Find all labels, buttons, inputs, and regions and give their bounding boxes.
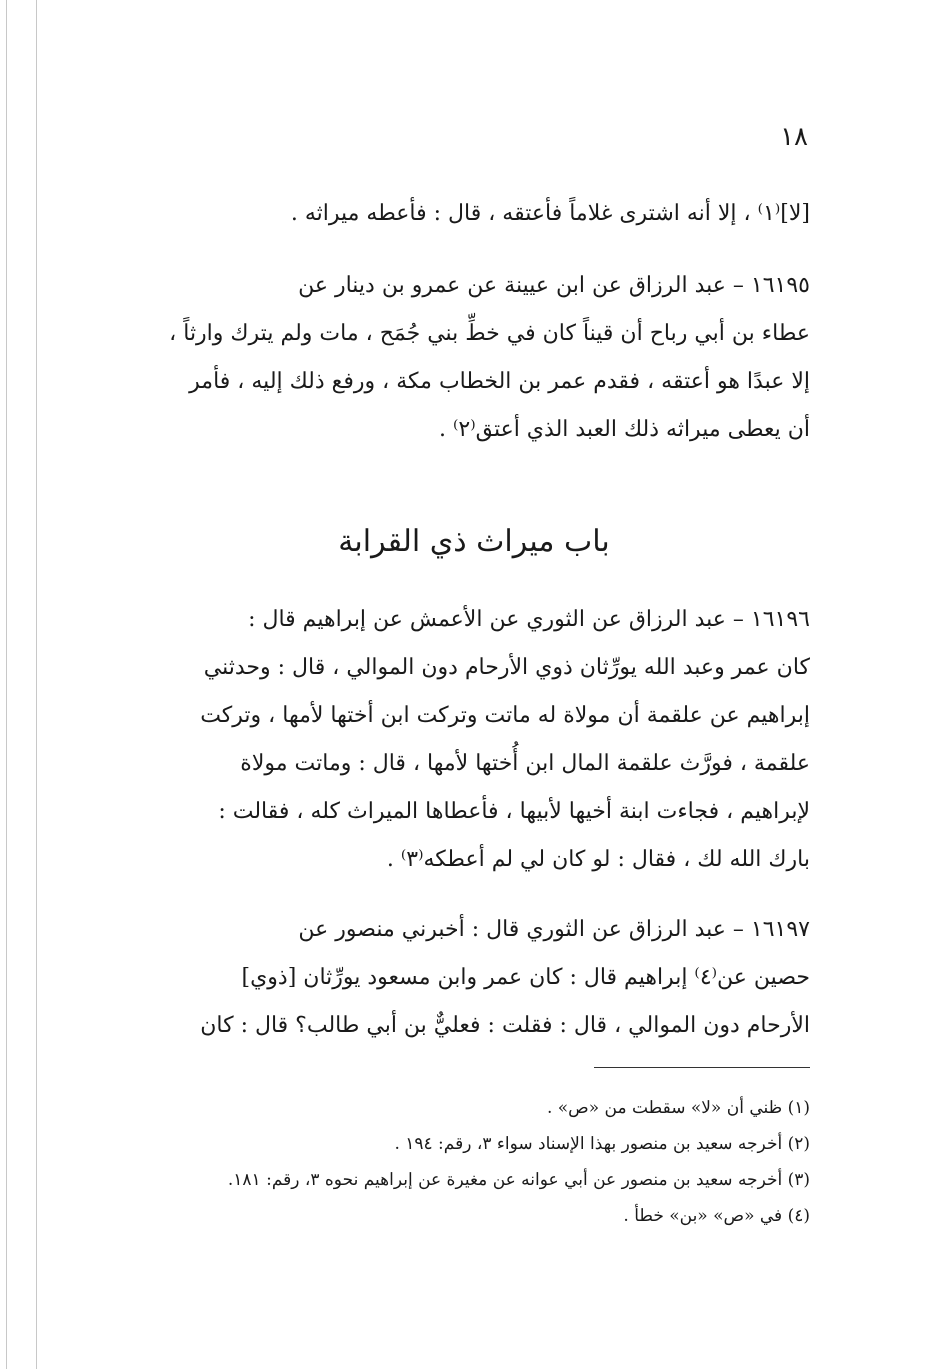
chapter-title: باب ميراث ذي القرابة — [338, 524, 610, 559]
footnote-1: (١) ظني أن «لا» سقطت من «ص» . — [546, 1098, 810, 1118]
text-line: كان عمر وعبد الله يورِّثان ذوي الأرحام دون الموالي ، قال : وحدثني — [203, 655, 810, 680]
page-number: ١٨ — [780, 122, 808, 152]
footnote-3: (٣) أخرجه سعيد بن منصور عن أبي عوانه عن مغيرة عن إبراهيم نحوه ٣، رقم: ١٨١. — [227, 1170, 810, 1190]
text-line: الأرحام دون الموالي ، قال : فقلت : فعليٌّ بن أبي طالب؟ قال : كان — [200, 1013, 810, 1038]
binding-line — [6, 0, 7, 1369]
text-line: ١٦١٩٧ – عبد الرزاق عن الثوري قال : أخبرني منصور عن — [298, 917, 810, 942]
text-line: ١٦١٩٦ – عبد الرزاق عن الثوري عن الأعمش عن إبراهيم قال : — [248, 607, 810, 632]
hadith-16196 — [138, 596, 810, 884]
text-line: حصين عن⁽٤⁾ إبراهيم قال : كان عمر وابن مسعود يورِّثان [ذوي] — [241, 965, 810, 990]
text-line: ١٦١٩٥ – عبد الرزاق عن ابن عيينة عن عمرو بن دينار عن — [298, 273, 810, 298]
continuation-paragraph — [138, 190, 810, 238]
footnote-2: (٢) أخرجه سعيد بن منصور بهذا الإسناد سواء ٣، رقم: ١٩٤ . — [394, 1134, 810, 1154]
hadith-16195 — [138, 262, 810, 454]
binding-line — [36, 0, 37, 1369]
footnotes — [138, 1090, 810, 1234]
text-line: عطاء بن أبي رباح أن قيناً كان في خطِّ بني جُمَح ، مات ولم يترك وارثاً ، — [169, 321, 810, 346]
text-line: بارك الله لك ، فقال : لو كان لي لم أعطكه⁽٣⁾ . — [386, 847, 810, 872]
text-line: إلا عبدًا هو أعتقه ، فقدم عمر بن الخطاب مكة ، ورفع ذلك إليه ، فأمر — [189, 369, 810, 394]
text-line: علقمة ، فورَّث علقمة المال ابن أُختها لأمها ، قال : وماتت مولاة — [240, 751, 810, 776]
text-line: إبراهيم عن علقمة أن مولاة له ماتت وتركت ابن أختها لأمها ، وتركت — [200, 703, 810, 728]
footnote-separator — [594, 1067, 810, 1068]
hadith-16197 — [138, 906, 810, 1050]
text-line: لإبراهيم ، فجاءت ابنة أخيها لأبيها ، فأعطاها الميراث كله ، فقالت : — [218, 799, 810, 824]
text-line: أن يعطى ميراثه ذلك العبد الذي أعتق⁽٢⁾ . — [438, 417, 810, 442]
text-line: [لا]⁽١⁾ ، إلا أنه اشترى غلاماً فأعتقه ، قال : فأعطه ميراثه . — [290, 201, 810, 226]
footnote-4: (٤) في «ص» «بن» خطأ . — [623, 1206, 810, 1226]
